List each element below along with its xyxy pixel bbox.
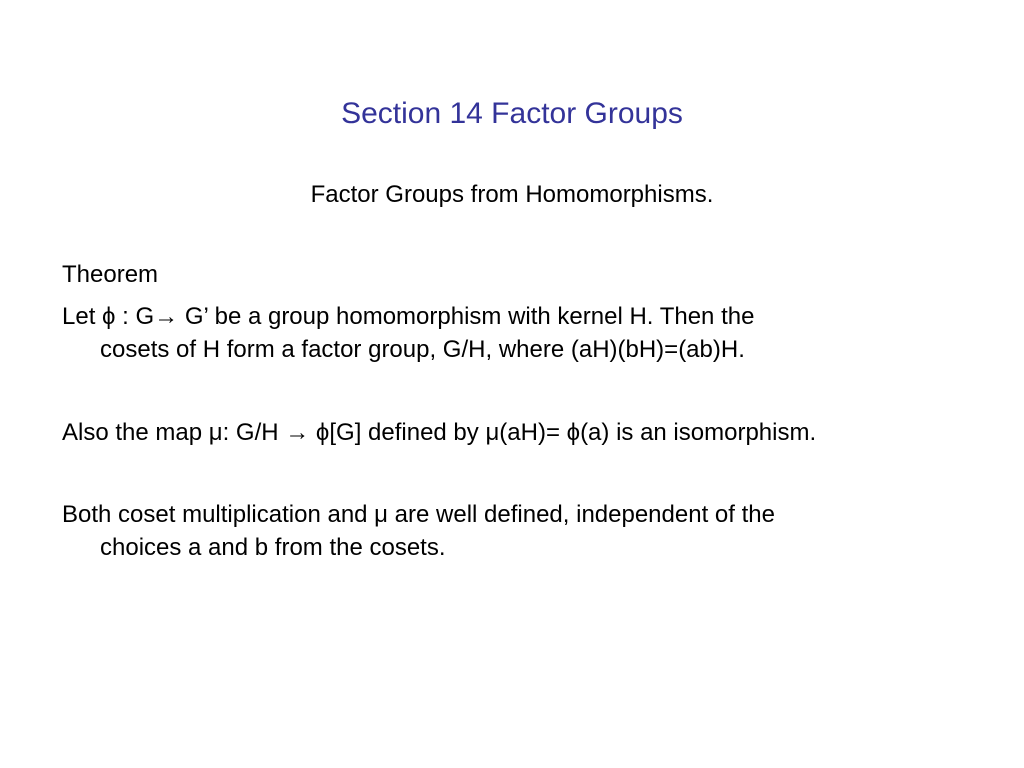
slide-subtitle: Factor Groups from Homomorphisms. (310, 181, 714, 208)
theorem-label-text: Theorem (62, 261, 159, 288)
theorem-label (62, 258, 972, 291)
slide-title: Section 14 Factor Groups (341, 97, 683, 130)
well-defined-line-2: choices a and b from the cosets. (100, 534, 446, 561)
well-defined-statement (62, 498, 972, 564)
isomorphism-statement (62, 416, 972, 449)
well-defined-line-1: Both coset multiplication and μ are well defined, independent of the (62, 501, 775, 528)
theorem-line-1: Let ϕ : G→ G’ be a group homomorphism with kernel H. Then the (62, 303, 755, 330)
theorem-statement (62, 300, 972, 366)
theorem-line-2: cosets of H form a factor group, G/H, where (aH)(bH)=(ab)H. (100, 336, 745, 363)
map-statement-line: Also the map μ: G/H → ϕ[G] defined by μ(aH)= ϕ(a) is an isomorphism. (62, 419, 817, 446)
